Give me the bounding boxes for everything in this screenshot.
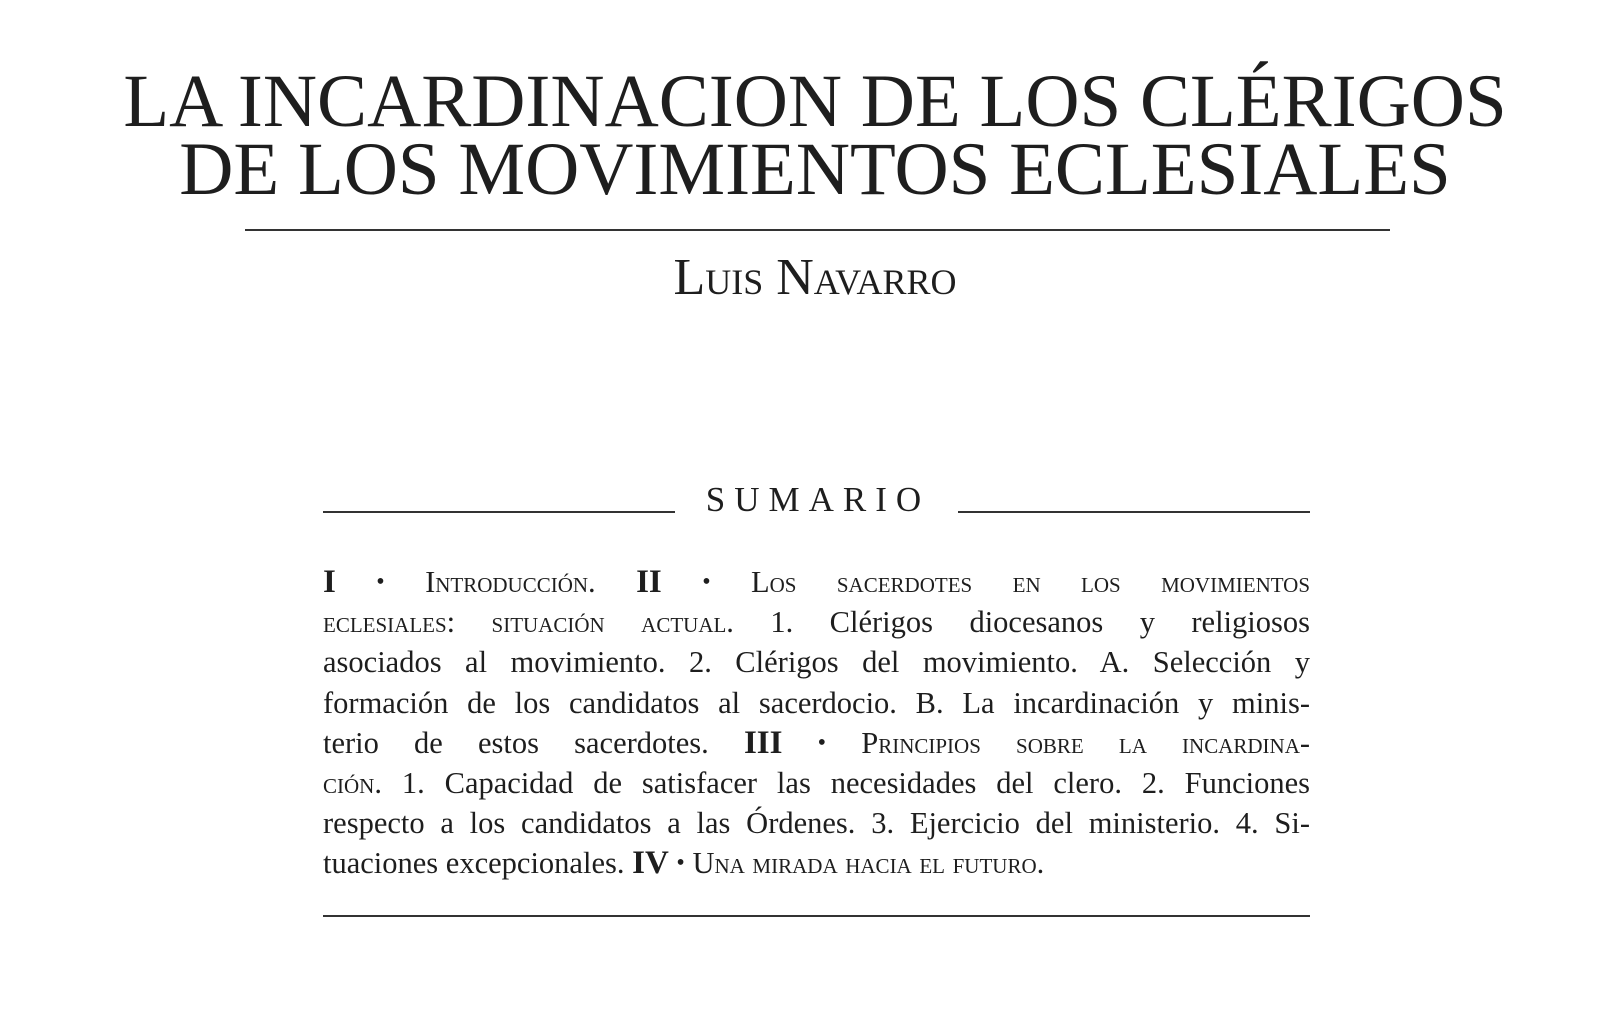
section-title: eclesiales: situación actual. (323, 605, 734, 640)
summary-line (323, 803, 1310, 843)
bullet-icon: • (376, 569, 385, 595)
summary-bottom-rule (323, 915, 1310, 917)
summary-body (323, 562, 1310, 884)
summary-text: respecto a los candidatos a las Órdenes. 3. Ejercicio del ministerio. 4. Si- (323, 806, 1310, 841)
section-number: III (743, 724, 783, 761)
section-title: Introducción. (425, 565, 596, 599)
summary-text: formación de los candidatos al sacerdocio. B. La incardinación y minis- (323, 685, 1310, 720)
summary-line (323, 843, 1310, 883)
summary-text (711, 565, 751, 599)
summary-text: tuaciones excepcionales. (323, 846, 633, 881)
summary-left-rule (323, 511, 675, 513)
summary-text: 1. Clérigos diocesanos y religiosos (733, 605, 1310, 640)
summary-line (323, 723, 1310, 763)
author-name: Luis Navarro (673, 249, 957, 306)
summary-line (323, 763, 1310, 803)
summary-text (336, 565, 376, 599)
section-title: Principios sobre la incardina- (861, 725, 1311, 760)
summary-text (385, 565, 425, 599)
summary-text: 1. Capacidad de satisfacer las necesidades del clero. 2. Funciones (381, 765, 1310, 800)
summary-text (783, 726, 818, 760)
section-number: I (323, 564, 336, 600)
bullet-icon: • (676, 850, 685, 877)
summary-text: asociados al movimiento. 2. Clérigos del movimiento. A. Selección y (323, 645, 1310, 680)
title-line-2: DE LOS MOVIMIENTOS ECLESIALES (179, 128, 1451, 211)
section-title: ción. (323, 765, 382, 800)
summary-right-rule (958, 511, 1310, 513)
bullet-icon: • (702, 569, 711, 595)
summary-text (596, 565, 636, 599)
section-number: II (636, 564, 662, 600)
summary-heading-block (323, 478, 1310, 522)
article-title (0, 60, 1600, 211)
summary-line (323, 562, 1310, 602)
summary-line (323, 683, 1310, 723)
summary-text (826, 726, 861, 760)
section-title: Una mirada hacia el futuro. (692, 846, 1045, 881)
section-number: IV (632, 845, 669, 882)
section-title: Los sacerdotes en los movimientos (751, 565, 1311, 599)
summary-line (323, 642, 1310, 682)
title-line-1: LA INCARDINACION DE LOS CLÉRIGOS (123, 60, 1507, 143)
bullet-icon: • (817, 729, 827, 756)
title-divider (245, 229, 1390, 231)
summary-text: terio de estos sacerdotes. (323, 725, 744, 760)
summary-text (662, 565, 702, 599)
summary-heading: SUMARIO (705, 480, 931, 519)
summary-line (323, 602, 1310, 642)
